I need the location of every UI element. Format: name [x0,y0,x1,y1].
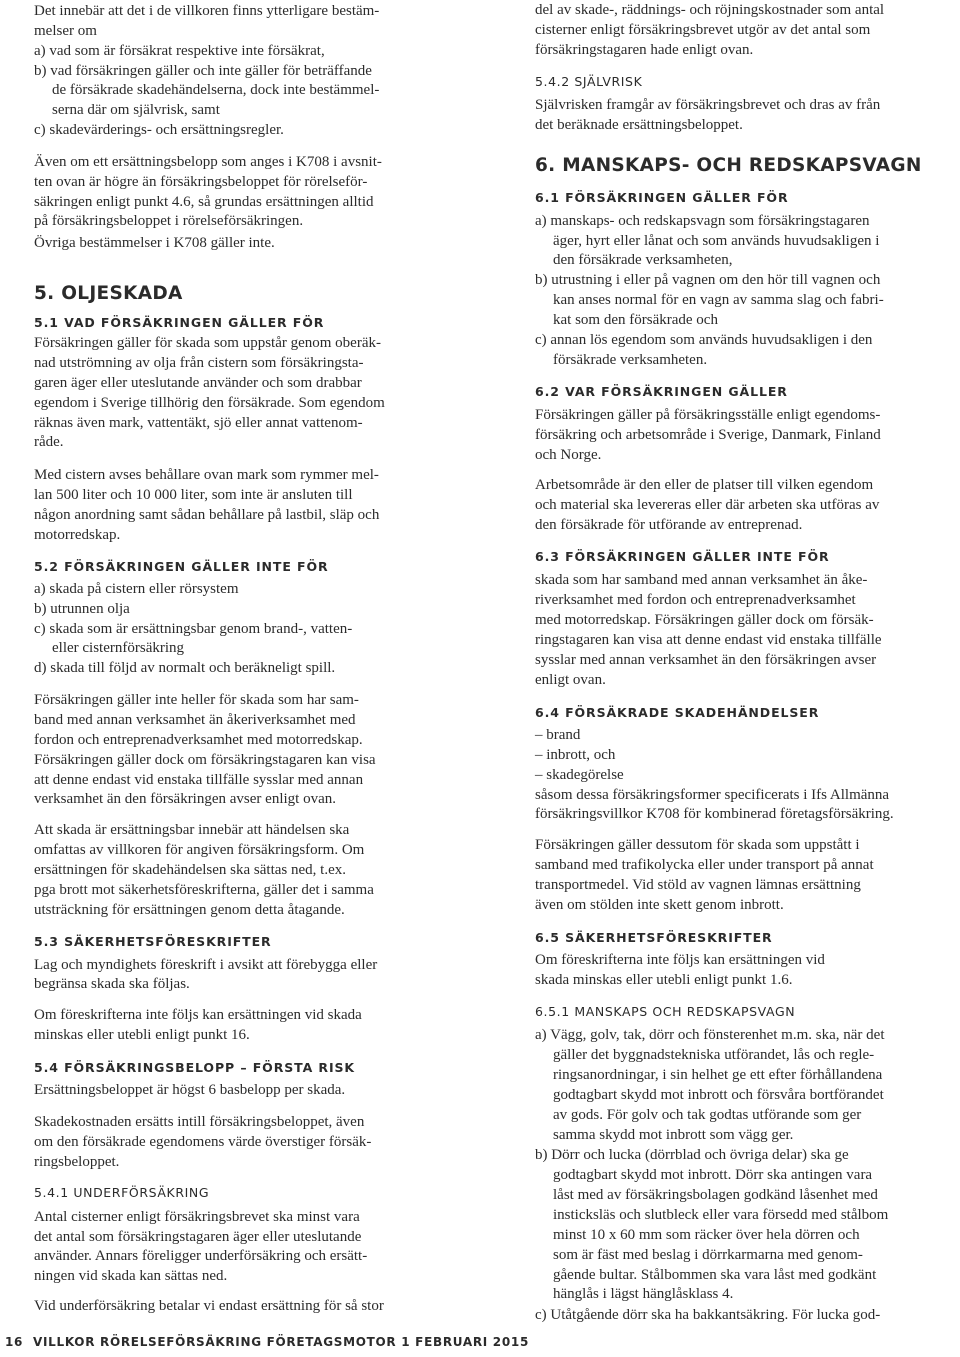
text-line: lan 500 liter och 10 000 liter, som inte är ansluten till [34,487,353,503]
text-line: b) vad försäkringen gäller och inte gäller för beträffande [34,63,372,79]
text-line: och material ska levereras eller där arbeten ska utföras av [535,497,880,513]
indented-text-line: godtagbart skydd mot inbrott. Dörr ska antingen vara [553,1167,873,1183]
text-line: ersättningen för skadehändelsen ska sättas ned, t.ex. [34,862,346,878]
text-line: Att skada är ersättningsbar innebär att händelsen ska [34,822,350,838]
subsection-heading: 6.3 FÖRSÄKRINGEN GÄLLER INTE FÖR [535,549,830,564]
text-line: använder. Annars föreligger underförsäkring och ersätt- [34,1248,368,1264]
text-line: ringsbeloppet. [34,1154,120,1170]
text-line: Övriga bestämmelser i K708 gäller inte. [34,235,275,251]
indented-text-line: äger, hyrt eller lånat och som används huvudsakligen i [553,233,880,249]
text-line: nad utströmning av olja från cistern som försäkringsta- [34,355,364,371]
indented-text-line: insticksläs och slutbleck eller vara försedd med stålbom [553,1207,889,1223]
text-line: Skadekostnaden ersätts intill försäkringsbeloppet, även [34,1114,365,1130]
indented-text-line: gående bultar. Stålbommen ska vara låst med godkänt [553,1267,877,1283]
sub-subsection-heading: 5.4.2 SJÄLVRISK [535,74,643,89]
text-line: försäkringsvillkor K708 för kombinerad företagsförsäkring. [535,806,894,822]
text-line: Självrisken framgår av försäkringsbrevet och dras av från [535,97,881,113]
indented-text-line: kan anses normal för en vagn av samma slag och fabri- [553,292,884,308]
text-line: det antal som försäkringstagaren äger eller uteslutande [34,1229,362,1245]
text-line: fordon och entreprenadverksamhet med motorredskap. [34,732,363,748]
text-line: – skadegörelse [535,767,624,783]
text-line: begränsa skada ska följas. [34,976,190,992]
text-line: Antal cisterner enligt försäkringsbrevet ska minst vara [34,1209,360,1225]
text-line: band med annan verksamhet än åkeriverksamhet med [34,712,356,728]
text-line: utsträckning för ersättningen genom detta åtagande. [34,902,345,918]
text-line: skada som har samband med annan verksamhet än åke- [535,572,868,588]
text-line: b) Dörr och lucka (dörrblad och övriga delar) ska ge [535,1147,849,1163]
sub-subsection-heading: 5.4.1 UNDERFÖRSÄKRING [34,1185,210,1200]
text-line: Försäkringen gäller dock om försäkringstagaren kan visa [34,752,376,768]
text-line: garen äger eller uteslutande använder och som drabbar [34,375,362,391]
text-line: d) skada till följd av normalt och beräkneligt spill. [34,660,336,676]
text-line: ringstagaren kan visa att denne endast vid enstaka tillfälle [535,632,882,648]
text-line: såsom dessa försäkringsformer specificerats i Ifs Allmänna [535,787,890,803]
text-line: säkringen enligt punkt 4.6, så grundas ersättningen alltid [34,194,374,210]
text-line: Arbetsområde är den eller de platser till vilken egendom [535,477,874,493]
text-line: omfattas av villkoren för angiven försäkringsform. Om [34,842,365,858]
text-line: Försäkringen gäller dessutom för skada som uppstått i [535,837,860,853]
indented-text-line: som är fäst med beslag i dörrkarmarna med genom- [553,1247,863,1263]
subsection-heading: 6.5 SÄKERHETSFÖRESKRIFTER [535,930,773,945]
text-line: a) skada på cistern eller rörsystem [34,581,239,597]
text-line: a) manskaps- och redskapsvagn som försäkringstagaren [535,213,870,229]
text-line: Även om ett ersättningsbelopp som anges i K708 i avsnit- [34,154,382,170]
text-line: den försäkrade för utförande av entreprenad. [535,517,803,533]
text-line: melser om [34,23,97,39]
text-line: a) vad som är försäkrat respektive inte försäkrat, [34,43,325,59]
text-line: med motorredskap. Försäkringen gäller dock om försäk- [535,612,874,628]
text-line: riverksamhet med fordon och entreprenadverksamhet [535,592,856,608]
subsection-heading: 5.2 FÖRSÄKRINGEN GÄLLER INTE FÖR [34,559,329,574]
text-line: cisterner enligt försäkringsbrevet utgör av det antal som [535,22,871,38]
indented-text-line: låst med av försäkringsbolagen godkänd låsenhet med [553,1187,878,1203]
text-line: Försäkringen gäller inte heller för skada som har sam- [34,692,359,708]
sub-subsection-heading: 6.5.1 MANSKAPS OCH REDSKAPSVAGN [535,1004,796,1019]
text-line: råde. [34,434,64,450]
text-line: samband med trafikolycka eller under transport på annat [535,857,874,873]
text-line: minskas eller utebli enligt punkt 16. [34,1027,250,1043]
text-line: och Norge. [535,447,602,463]
footer-title: VILLKOR RÖRELSEFÖRSÄKRING FÖRETAGSMOTOR 1 FEBRUARI 2015 [33,1335,529,1349]
subsection-heading: 6.2 VAR FÖRSÄKRINGEN GÄLLER [535,384,788,399]
text-line: Lag och myndighets föreskrift i avsikt att förebygga eller [34,957,378,973]
indented-text-line: ringsanordningar, i sin helhet ge ett efter förhållandena [553,1067,883,1083]
subsection-heading: 5.1 VAD FÖRSÄKRINGEN GÄLLER FÖR [34,315,325,330]
text-line: del av skade-, räddnings- och röjningskostnader som antal [535,2,885,18]
subsection-heading: 5.4 FÖRSÄKRINGSBELOPP – FÖRSTA RISK [34,1060,355,1075]
text-line: försäkring och arbetsområde i Sverige, Danmark, Finland [535,427,881,443]
indented-text-line: godtagbart skydd mot inbrott och försvåra bortförandet [553,1087,884,1103]
text-line: ningen vid skada kan sättas ned. [34,1268,228,1284]
subsection-heading: 5.3 SÄKERHETSFÖRESKRIFTER [34,934,272,949]
indented-text-line: av gods. För golv och tak godtas utförande som ger [553,1107,862,1123]
text-line: det beräknade ersättningsbeloppet. [535,117,743,133]
indented-text-line: gäller det byggnadstekniska utförandet, lås och regle- [553,1047,875,1063]
text-line: Ersättningsbeloppet är högst 6 basbelopp per skada. [34,1082,346,1098]
text-line: att denne endast vid enstaka tillfälle sysslar med annan [34,772,364,788]
text-line: skada minskas eller utebli enligt punkt 1.6. [535,972,793,988]
text-line: b) utrunnen olja [34,601,130,617]
text-line: c) skada som är ersättningsbar genom brand-, vatten- [34,621,353,637]
text-line: Försäkringen gäller på försäkringsställe enligt egendoms- [535,407,881,423]
indented-text-line: försäkrade verksamheten. [553,352,708,368]
text-line: motorredskap. [34,527,121,543]
indented-text-line: kat som den försäkrade och [553,312,718,328]
indented-text-line: den försäkrade verksamheten, [553,252,733,268]
text-line: c) annan lös egendom som används huvudsakligen i den [535,332,873,348]
indented-text-line: samma skydd mot inbrott som vägg ger. [553,1127,794,1143]
subsection-heading: 6.4 FÖRSÄKRADE SKADEHÄNDELSER [535,705,820,720]
subsection-heading: 6.1 FÖRSÄKRINGEN GÄLLER FÖR [535,190,789,205]
text-line: enligt ovan. [535,672,606,688]
section-heading: 6. MANSKAPS- OCH REDSKAPSVAGN [535,155,922,176]
indented-text-line: minst 10 x 60 mm som räcker över hela dörren och [553,1227,860,1243]
text-line: Om föreskrifterna inte följs kan ersättningen vid skada [34,1007,362,1023]
text-line: – brand [535,727,581,743]
text-line: a) Vägg, golv, tak, dörr och fönsterenhet m.m. ska, när det [535,1027,885,1043]
text-line: egendom i Sverige tillhörig den försäkrade. Som egendom [34,395,385,411]
text-line: på försäkringsbeloppet i rörelseförsäkringen. [34,213,304,229]
text-line: ten ovan är högre än försäkringsbeloppet för rörelseför- [34,174,368,190]
page-footer [5,1335,529,1349]
text-line: transportmedel. Vid stöld av vagnen lämnas ersättning [535,877,861,893]
indented-text-line: serna där om självrisk, samt [52,102,220,118]
text-line: Om föreskrifterna inte följs kan ersättningen vid [535,952,825,968]
text-line: c) skadevärderings- och ersättningsregler. [34,122,284,138]
text-line: Det innebär att det i de villkoren finns ytterligare bestäm- [34,3,380,19]
text-line: försäkringstagaren hade enligt ovan. [535,42,754,58]
text-line: pga brott mot säkerhetsföreskrifterna, gäller det i samma [34,882,374,898]
text-line: Med cistern avses behållare ovan mark som rymmer mel- [34,467,379,483]
text-line: verksamhet än den försäkringen avser enligt ovan. [34,791,336,807]
text-line: Försäkringen gäller för skada som uppstår genom oberäk- [34,335,381,351]
text-line: sysslar med annan verksamhet än den försäkringen avser [535,652,877,668]
indented-text-line: hänglås i lägst hänglåsklass 4. [553,1286,734,1302]
text-line: någon anordning samt sådan behållare på lastbil, släp och [34,507,380,523]
page-number: 16 [5,1335,24,1349]
text-line: c) Utåtgående dörr ska ha bakkantsäkring. För lucka god- [535,1307,881,1323]
section-heading: 5. OLJESKADA [34,283,183,304]
indented-text-line: eller cisternförsäkring [52,640,185,656]
text-line: Vid underförsäkring betalar vi endast ersättning för så stor [34,1298,384,1314]
text-line: b) utrustning i eller på vagnen om den hör till vagnen och [535,272,881,288]
text-line: – inbrott, och [535,747,616,763]
text-line: även om stölden inte skett genom inbrott. [535,897,784,913]
text-line: räknas även mark, vattentäkt, sjö eller annat vattenom- [34,415,363,431]
indented-text-line: de försäkrade skadehändelserna, dock inte bestämmel- [52,82,380,98]
text-line: om den försäkrade egendomens värde överstiger försäk- [34,1134,372,1150]
